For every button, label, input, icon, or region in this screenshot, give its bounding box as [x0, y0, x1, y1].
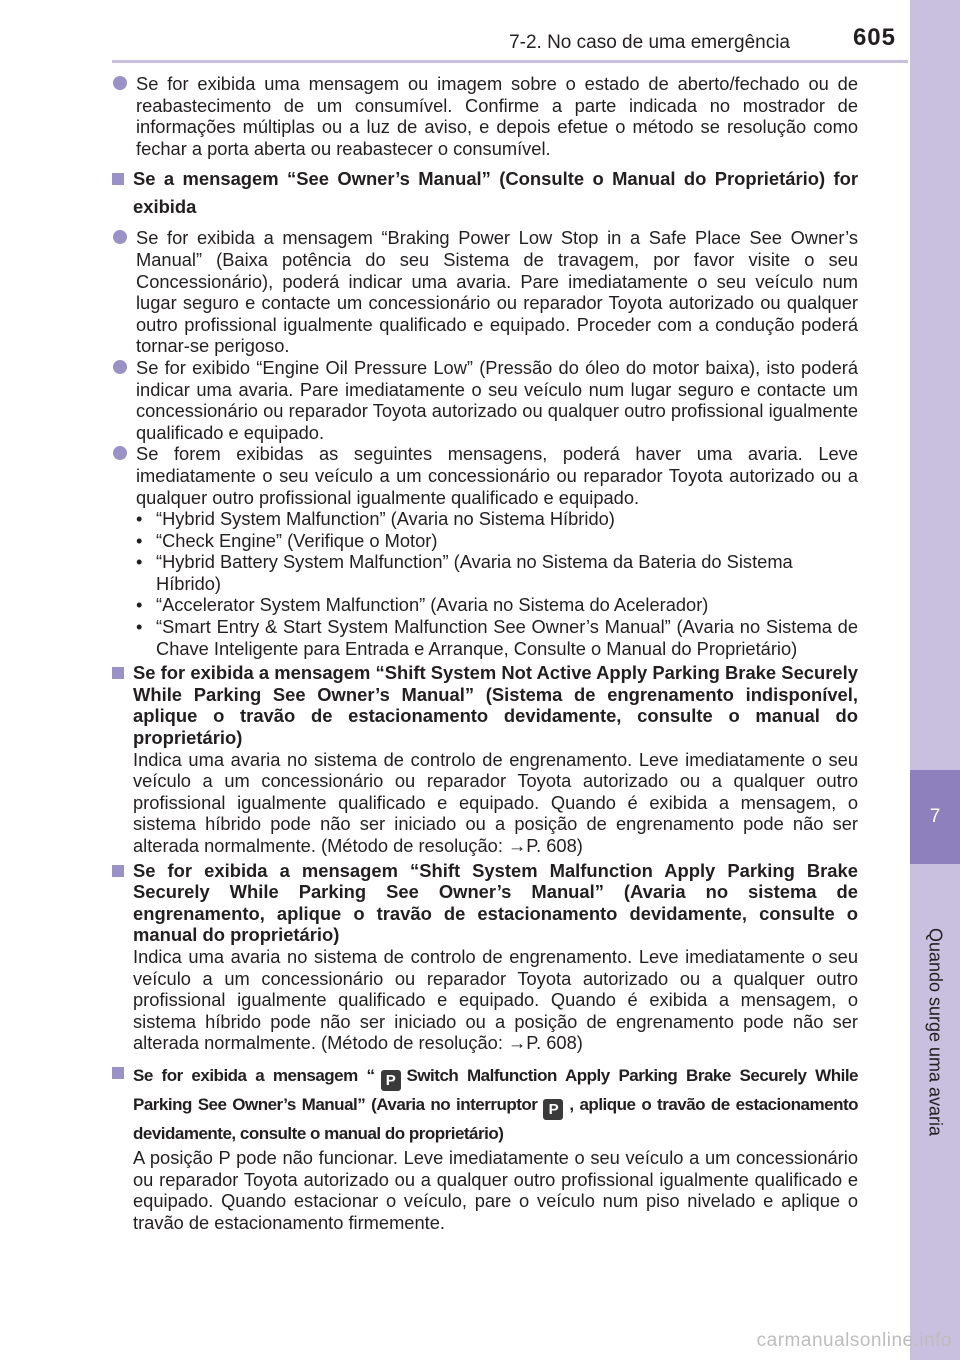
sub-list-item	[112, 530, 858, 552]
sub-list-text: “Accelerator System Malfunction” (Avaria no Sistema do Acelerador)	[156, 594, 709, 616]
heading-text: Switch Malfunction Apply Parking Brake Securely While Parking See Owner’s Manual” (Avaria no interruptor	[133, 1065, 859, 1114]
page-content	[112, 73, 858, 1233]
sub-list-item	[112, 616, 858, 659]
sub-bullet-marker: •	[136, 551, 143, 573]
bullet-text: Se forem exibidas as seguintes mensagens, poderá haver uma avaria. Leve imediatamente o seu veículo a um concessionário ou reparador Toyota autorizado ou a qualquer outro profissional igualmente qualificado e equipado.	[136, 443, 858, 508]
square-bullet-icon	[112, 865, 124, 877]
side-tab-top	[910, 0, 960, 770]
p-switch-icon: P	[381, 1070, 401, 1091]
bullet-dot-icon	[113, 76, 127, 90]
header-rule	[112, 60, 908, 63]
bullet-item	[112, 357, 858, 443]
bullet-text: Se for exibida a mensagem “Braking Power Low Stop in a Safe Place See Owner’s Manual” (Baixa potência do seu Sistema de travagem, por favor visite o seu Concessionário), poderá indicar uma avaria. Pare imediatamente o seu veículo num lugar seguro e contacte um concessionário ou reparador Toyota autorizado ou qualquer outro profissional igualmente qualificado e equipado. Proceder com a condução poderá tornar-se perigoso.	[136, 227, 858, 357]
watermark: carmanualsonline.info	[756, 1330, 952, 1351]
sub-list-item	[112, 594, 858, 616]
sub-bullet-marker: •	[136, 616, 143, 638]
heading-text: Se for exibida a mensagem “Shift System Not Active Apply Parking Brake Securely While Parking See Owner’s Manual” (Sistema de engrenamento indisponível, aplique o travão de estacionamento devidamente, consulte o manual do proprietário)	[133, 662, 858, 749]
bullet-dot-icon	[113, 230, 127, 244]
chapter-tab[interactable]: 7	[910, 770, 960, 864]
section-title: 7-2. No caso de uma emergência	[509, 32, 790, 53]
bullet-item	[112, 227, 858, 357]
sub-list-text: “Hybrid Battery System Malfunction” (Avaria no Sistema da Bateria do Sistema Híbrido)	[156, 551, 793, 594]
heading-text: Se a mensagem “See Owner’s Manual” (Consulte o Manual do Proprietário) for exibida	[133, 168, 858, 218]
section-heading	[112, 662, 858, 748]
bullet-text: Se for exibida uma mensagem ou imagem sobre o estado de aberto/fechado ou de reabastecimento de um consumível. Confirme a parte indicada no mostrador de informações múltiplas ou a luz de aviso, e depois efetue o método se resolução como fechar a porta aberta ou reabastecer o consumível.	[136, 73, 858, 159]
sub-list-text: “Check Engine” (Verifique o Motor)	[156, 529, 438, 551]
sub-list-item	[112, 551, 858, 594]
bullet-item	[112, 443, 858, 508]
section-heading	[112, 1062, 858, 1147]
sub-bullet-marker: •	[136, 594, 143, 616]
square-bullet-icon	[112, 173, 124, 185]
p-switch-icon: P	[543, 1099, 563, 1120]
section-heading	[112, 165, 858, 221]
bullet-dot-icon	[113, 446, 127, 460]
sub-list-text: “Hybrid System Malfunction” (Avaria no Sistema Híbrido)	[156, 508, 615, 530]
square-bullet-icon	[112, 1067, 124, 1079]
heading-text: Se for exibida a mensagem “Shift System Malfunction Apply Parking Brake Securely While Parking See Owner’s Manual” (Avaria no sistema de engrenamento, aplique o travão de estacionamento devidamente, consulte o manual do proprietário)	[133, 859, 858, 946]
heading-text: , aplique o travão de estacionamento devidamente, consulte o manual do proprietário)	[133, 1094, 858, 1143]
bullet-text: Se for exibido “Engine Oil Pressure Low” (Pressão do óleo do motor baixa), isto poderá indicar uma avaria. Pare imediatamente o seu veículo num lugar seguro e contacte um concessionário ou reparador Toyota autorizado ou qualquer outro profissional igualmente qualificado e equipado.	[136, 356, 858, 443]
paragraph: Indica uma avaria no sistema de controlo de engrenamento. Leve imediatamente o seu veículo a um concessionário ou reparador Toyota autorizado ou a qualquer outro profissional igualmente qualificado e equipado. Quando é exibida a mensagem, o sistema híbrido pode não ser iniciado ou a posição de engrenamento pode não ser alterada normalmente. (Método de resolução: →P. 608)	[133, 945, 858, 1054]
heading-text: Se for exibida a mensagem “	[133, 1065, 375, 1085]
section-heading	[112, 860, 858, 946]
sub-list-item	[112, 508, 858, 530]
paragraph: A posição P pode não funcionar. Leve imediatamente o seu veículo a um concessionário ou reparador Toyota autorizado ou a qualquer outro profissional igualmente qualificado e equipado. Quando estacionar o veículo, pare o veículo num piso nivelado e aplique o travão de estacionamento firmemente.	[133, 1146, 858, 1233]
sub-list-text: “Smart Entry & Start System Malfunction See Owner’s Manual” (Avaria no Sistema de Chave Inteligente para Entrada e Arranque, Consulte o Manual do Proprietário)	[156, 616, 858, 659]
chapter-label: Quando surge uma avaria	[925, 927, 946, 1137]
sub-bullet-marker: •	[136, 508, 143, 530]
square-bullet-icon	[112, 667, 124, 679]
paragraph: Indica uma avaria no sistema de controlo de engrenamento. Leve imediatamente o seu veículo a um concessionário ou reparador Toyota autorizado ou a qualquer outro profissional igualmente qualificado e equipado. Quando é exibida a mensagem, o sistema híbrido pode não ser iniciado ou a posição de engrenamento pode não ser alterada normalmente. (Método de resolução: →P. 608)	[133, 748, 858, 856]
bullet-item	[112, 73, 858, 159]
page-number: 605	[852, 24, 896, 51]
sub-bullet-marker: •	[136, 529, 143, 551]
bullet-dot-icon	[113, 360, 127, 374]
